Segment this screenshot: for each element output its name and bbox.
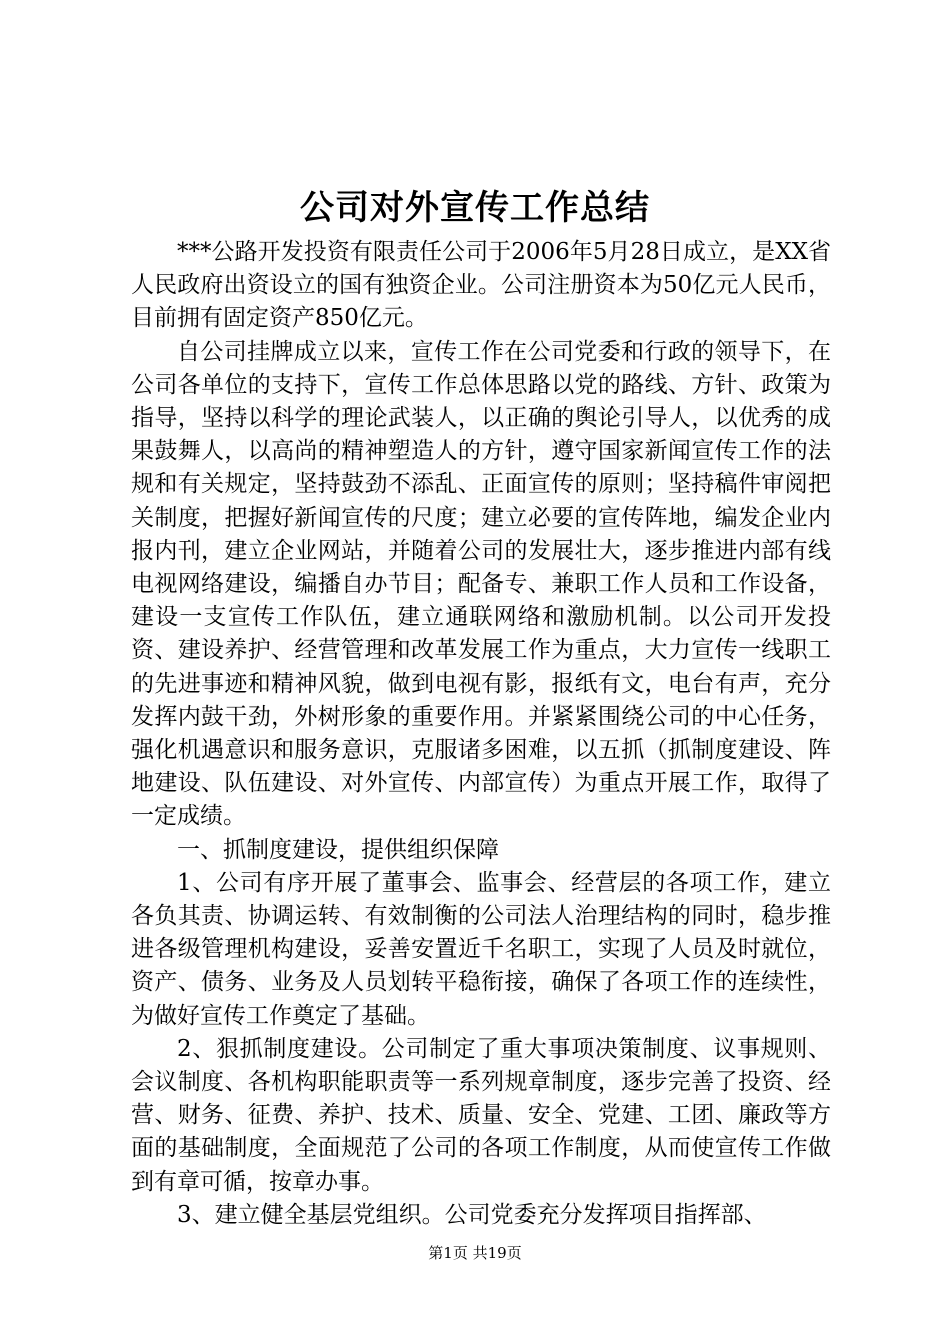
paragraph-intro: ***公路开发投资有限责任公司于2006年5月28日成立，是XX省人民政府出资设立的国有独资企业。公司注册资本为50亿元人民币，目前拥有固定资产850亿元。 — [131, 239, 831, 332]
document-body — [131, 236, 831, 1232]
section-heading-1: 一、抓制度建设，提供组织保障 — [177, 836, 499, 863]
paragraph-item-2: 2、狠抓制度建设。公司制定了重大事项决策制度、议事规则、会议制度、各机构职能职责等一系列规章制度，逐步完善了投资、经营、财务、征费、养护、技术、质量、安全、党建、工团、廉政等方面的基础制度，全面规范了公司的各项工作制度，从而使宣传工作做到有章可循，按章办事。 — [131, 1035, 831, 1195]
page-number-footer: 第1页 共19页 — [428, 1244, 522, 1262]
paragraph-item-1: 1、公司有序开展了董事会、监事会、经营层的各项工作，建立各负其责、协调运转、有效制衡的公司法人治理结构的同时，稳步推进各级管理机构建设，妥善安置近千名职工，实现了人员及时就位，资产、债务、业务及人员划转平稳衔接，确保了各项工作的连续性，为做好宣传工作奠定了基础。 — [131, 869, 831, 1029]
document-title: 公司对外宣传工作总结 — [300, 188, 650, 228]
paragraph-overview: 自公司挂牌成立以来，宣传工作在公司党委和行政的领导下，在公司各单位的支持下，宣传工作总体思路以党的路线、方针、政策为指导，坚持以科学的理论武装人，以正确的舆论引导人，以优秀的成果鼓舞人，以高尚的精神塑造人的方针，遵守国家新闻宣传工作的法规和有关规定，坚持鼓劲不添乱、正面宣传的原则；坚持稿件审阅把关制度，把握好新闻宣传的尺度；建立必要的宣传阵地，编发企业内报内刊，建立企业网站，并随着公司的发展壮大，逐步推进内部有线电视网络建设，编播自办节目；配备专、兼职工作人员和工作设备，建设一支宣传工作队伍，建立通联网络和激励机制。以公司开发投资、建设养护、经营管理和改革发展工作为重点，大力宣传一线职工的先进事迹和精神风貌，做到电视有影，报纸有文，电台有声，充分发挥内鼓干劲，外树形象的重要作用。并紧紧围绕公司的中心任务，强化机遇意识和服务意识，克服诸多困难，以五抓（抓制度建设、阵地建设、队伍建设、对外宣传、内部宣传）为重点开展工作，取得了一定成绩。 — [131, 338, 831, 830]
paragraph-item-3: 3、建立健全基层党组织。公司党委充分发挥项目指挥部、 — [177, 1201, 767, 1228]
